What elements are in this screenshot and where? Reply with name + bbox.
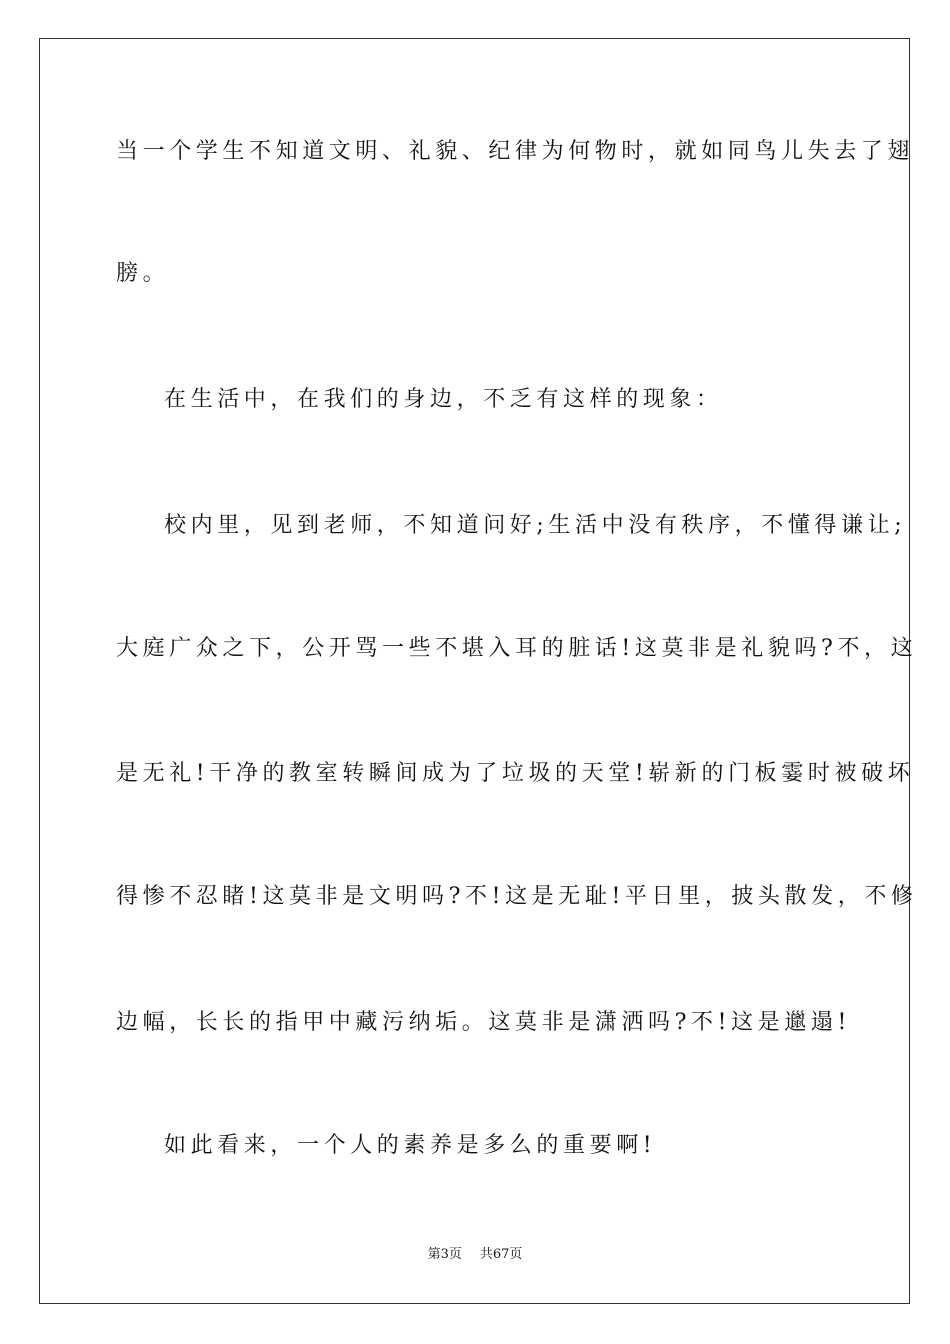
body-text-line-4: 校内里，见到老师，不知道问好;生活中没有秩序，不懂得谦让;: [164, 513, 907, 538]
body-text-line-8: 边幅，长长的指甲中藏污纳垢。这莫非是潇洒吗?不!这是邋遢!: [116, 1010, 851, 1035]
page-number: 第3页: [427, 1247, 462, 1262]
page-border: [39, 38, 918, 1304]
page-footer: [0, 1246, 950, 1264]
total-pages: 共67页: [479, 1247, 523, 1262]
body-text-line-1: 当一个学生不知道文明、礼貌、纪律为何物时，就如同鸟儿失去了翅: [116, 139, 915, 164]
body-text-line-2: 膀。: [116, 261, 170, 286]
body-text-line-9: 如此看来，一个人的素养是多么的重要啊!: [164, 1133, 657, 1158]
body-text-line-5: 大庭广众之下，公开骂一些不堪入耳的脏话!这莫非是礼貌吗?不，这: [116, 636, 918, 661]
body-text-line-6: 是无礼!干净的教室转瞬间成为了垃圾的天堂!崭新的门板霎时被破坏: [116, 761, 915, 786]
body-text-line-3: 在生活中，在我们的身边，不乏有这样的现象：: [164, 387, 723, 412]
body-text-line-7: 得惨不忍睹!这莫非是文明吗?不!这是无耻!平日里，披头散发，不修: [116, 884, 918, 909]
